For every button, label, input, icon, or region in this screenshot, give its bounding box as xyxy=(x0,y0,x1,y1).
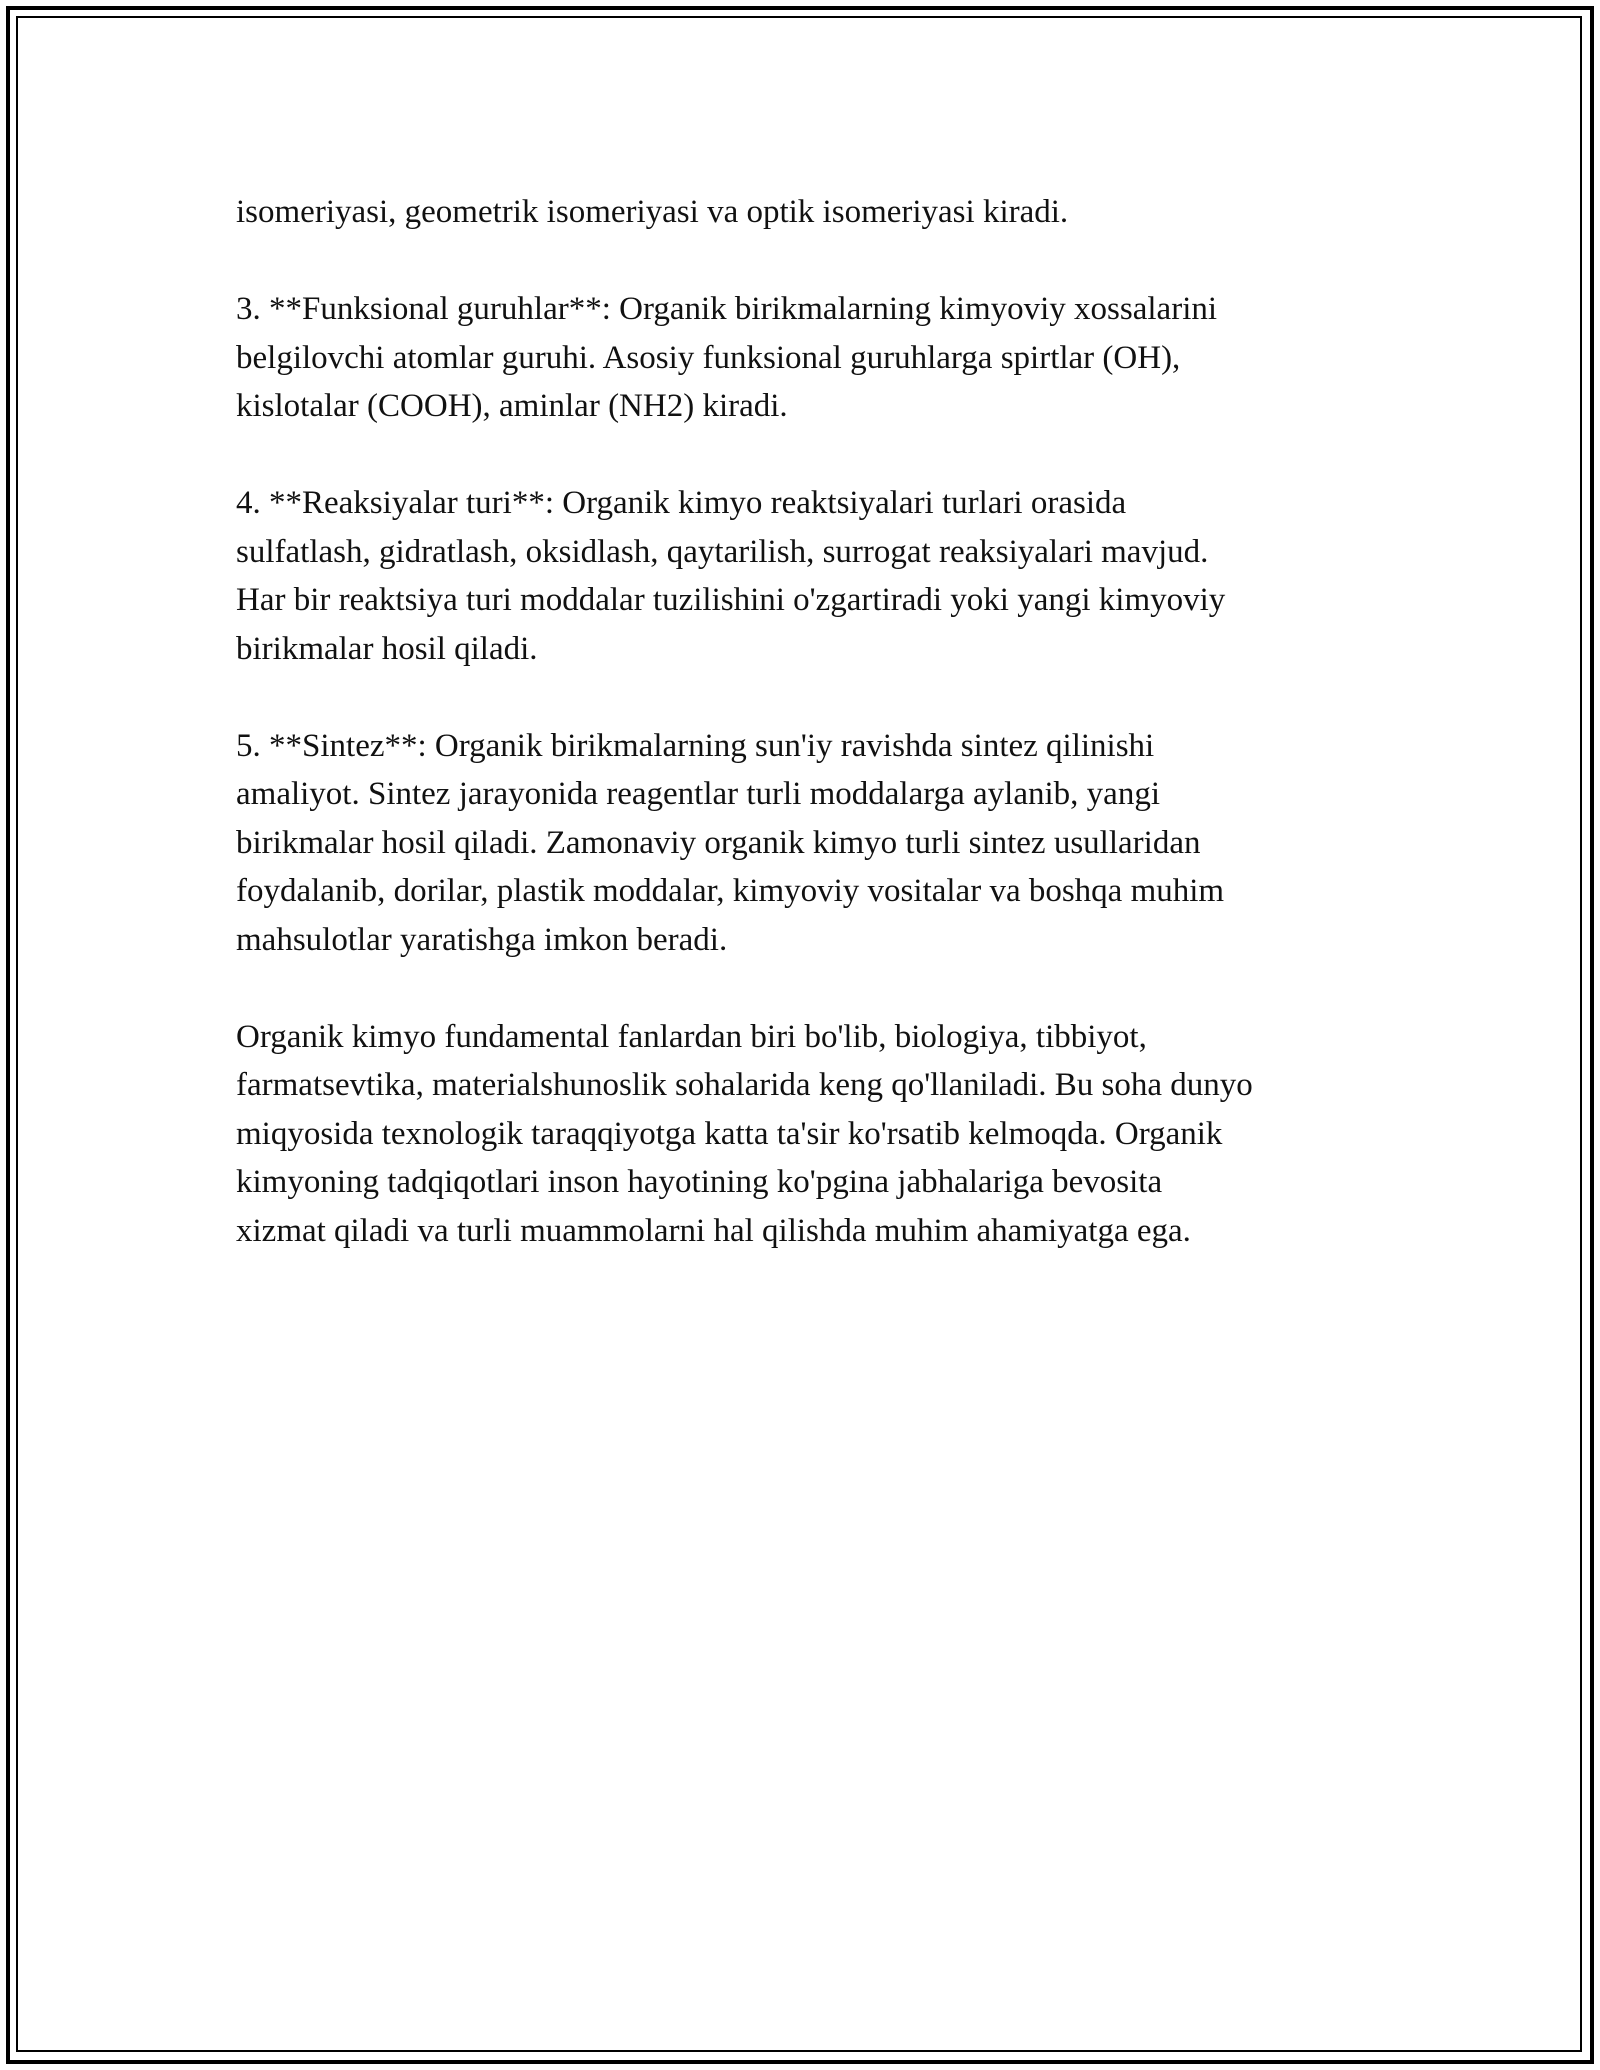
text-line: farmatsevtika, materialshunoslik sohalarida keng qo'llaniladi. Bu soha dunyo xyxy=(236,1067,1253,1103)
text-line: birikmalar hosil qiladi. xyxy=(236,630,538,667)
text-line: isomeriyasi, geometrik isomeriyasi va optik isomeriyasi kiradi. xyxy=(236,194,1069,230)
text-line: 3. **Funksional guruhlar**: Organik birikmalarning kimyoviy xossalarini xyxy=(236,291,1218,327)
text-line: 5. **Sintez**: Organik birikmalarning sun'iy ravishda sintez qilinishi xyxy=(236,727,1155,764)
text-line: belgilovchi atomlar guruhi. Asosiy funksional guruhlarga spirtlar (OH), xyxy=(236,339,1181,376)
paragraph-isomeriya-continued xyxy=(236,188,1396,237)
text-line: mahsulotlar yaratishga imkon beradi. xyxy=(236,921,728,958)
paragraph-conclusion xyxy=(236,1013,1396,1256)
text-line: xizmat qiladi va turli muammolarni hal qilishda muhim ahamiyatga ega. xyxy=(236,1212,1191,1249)
text-line: birikmalar hosil qiladi. Zamonaviy organik kimyo turli sintez usullaridan xyxy=(236,824,1201,861)
text-line: foydalanib, dorilar, plastik moddalar, kimyoviy vositalar va boshqa muhim xyxy=(236,873,1225,909)
paragraph-reaksiyalar-turi xyxy=(236,479,1396,673)
text-line: kislotalar (COOH), aminlar (NH2) kiradi. xyxy=(236,388,788,424)
text-line: Har bir reaktsiya turi moddalar tuzilishini o'zgartiradi yoki yangi kimyoviy xyxy=(236,582,1226,618)
text-line: Organik kimyo fundamental fanlardan biri bo'lib, biologiya, tibbiyot, xyxy=(236,1018,1147,1055)
text-line: 4. **Reaksiyalar turi**: Organik kimyo reaktsiyalari turlari orasida xyxy=(236,485,1127,521)
text-line: sulfatlash, gidratlash, oksidlash, qaytarilish, surrogat reaksiyalari mavjud. xyxy=(236,533,1209,570)
paragraph-sintez xyxy=(236,722,1396,965)
text-line: kimyoning tadqiqotlari inson hayotining ko'pgina jabhalariga bevosita xyxy=(236,1164,1163,1200)
document-body xyxy=(236,188,1396,1304)
text-line: amaliyot. Sintez jarayonida reagentlar turli moddalarga aylanib, yangi xyxy=(236,776,1160,812)
paragraph-funksional-guruhlar xyxy=(236,285,1396,431)
text-line: miqyosida texnologik taraqqiyotga katta ta'sir ko'rsatib kelmoqda. Organik xyxy=(236,1115,1223,1152)
